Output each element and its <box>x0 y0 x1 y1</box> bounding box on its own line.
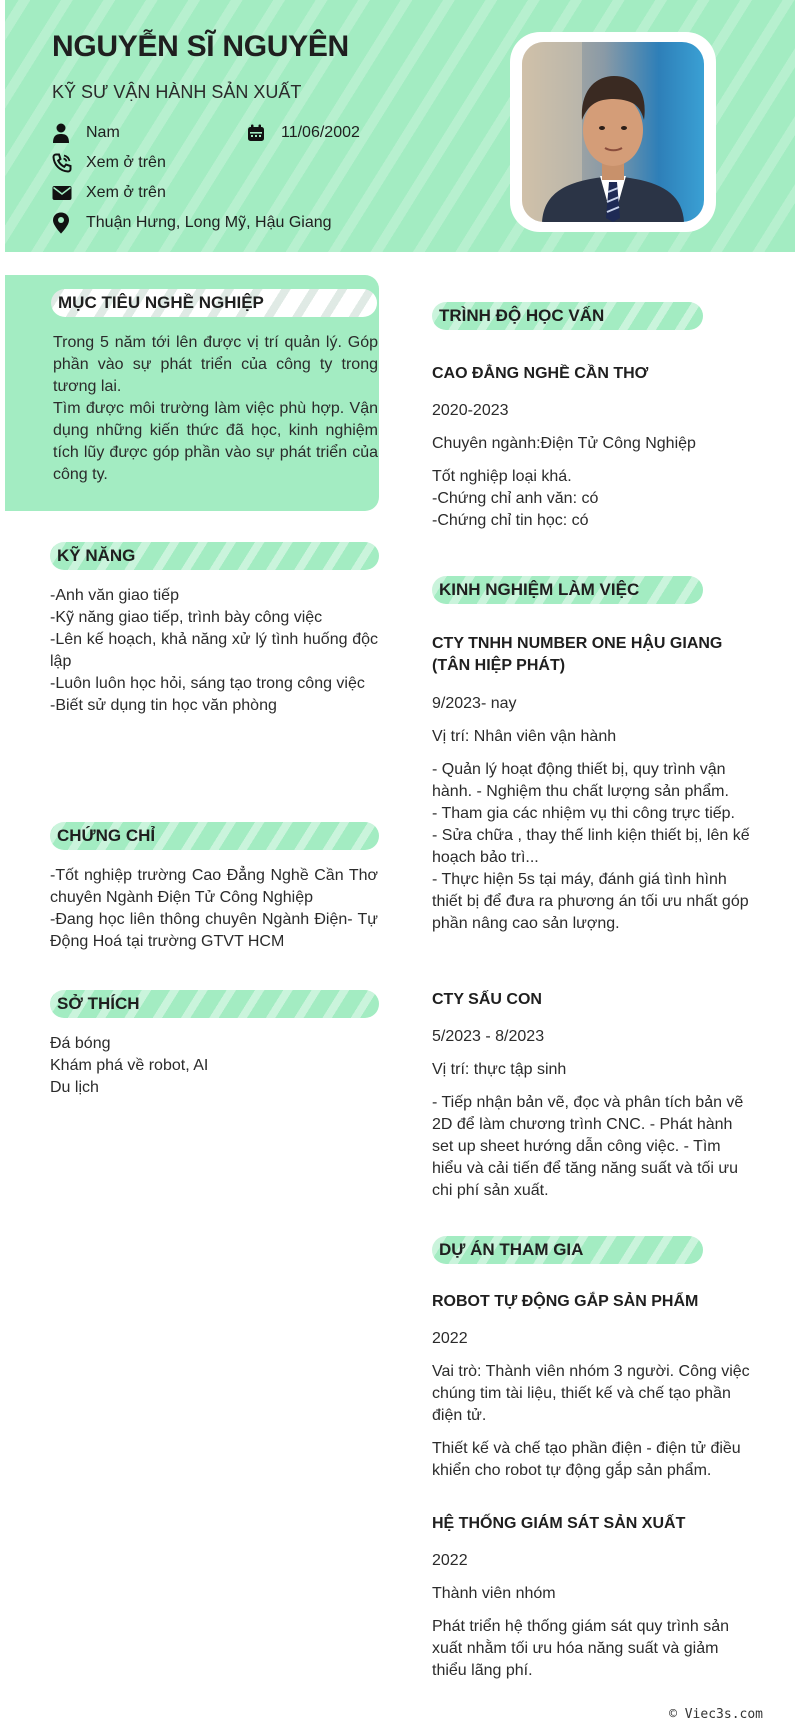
phone-icon <box>52 152 78 174</box>
education-school: CAO ĐẲNG NGHỀ CẦN THƠ <box>432 365 649 382</box>
person-icon <box>52 122 78 144</box>
job-2-description: - Tiếp nhận bản vẽ, đọc và phân tích bản vẽ 2D để làm chương trình CNC. - Phát hành set up sheet hướng dẫn công việc. - Tìm hiểu và cải tiến để tăng năng suất và tối ưu chi phí sản xuất. <box>432 1094 744 1199</box>
project-2-description: Phát triển hệ thống giám sát quy trình sản xuất nhằm tối ưu hóa năng suất và giảm thiểu lãng phí. <box>432 1618 730 1679</box>
info-email <box>52 182 166 204</box>
info-address <box>52 212 332 234</box>
objective-text: Trong 5 năm tới lên được vị trí quản lý. Góp phần vào sự phát triển của công ty trong tương lai. Tìm được môi trường làm việc phù hợp. Vận dụng những kiến thức đã học, kinh nghiệm tích lũy được góp phần vào sự phát triển của công ty. <box>53 334 378 483</box>
projects-title: DỰ ÁN THAM GIA <box>432 1236 703 1264</box>
job-2-position: Vị trí: thực tập sinh <box>432 1061 567 1078</box>
project-2-role: Thành viên nhóm <box>432 1585 556 1602</box>
portrait-illustration <box>522 42 704 222</box>
address-value: Thuận Hưng, Long Mỹ, Hậu Giang <box>86 214 332 231</box>
education-period: 2020-2023 <box>432 402 509 419</box>
project-1-name: ROBOT TỰ ĐỘNG GẮP SẢN PHẨM <box>432 1293 699 1310</box>
info-phone <box>52 152 166 174</box>
certificates-title: CHỨNG CHỈ <box>50 822 379 850</box>
project-2-year: 2022 <box>432 1552 468 1569</box>
project-1-role: Vai trò: Thành viên nhóm 3 người. Công việc chúng tim tài liệu, thiết kế và chế tạo phần điện tử. <box>432 1363 750 1424</box>
candidate-name: NGUYỄN SĨ NGUYÊN <box>52 30 349 63</box>
location-pin-icon <box>52 212 78 234</box>
education-title: TRÌNH ĐỘ HỌC VẤN <box>432 302 703 330</box>
certificates-text: -Tốt nghiệp trường Cao Đẳng Nghề Cần Thơ chuyên Ngành Điện Tử Công Nghiệp -Đang học liên thông chuyên Ngành Điện- Tự Động Hoá tại trường GTVT HCM <box>50 867 378 950</box>
calendar-icon <box>247 122 273 144</box>
skills-text: -Anh văn giao tiếp -Kỹ năng giao tiếp, trình bày công việc -Lên kế hoạch, khả năng xử lý tình huống độc lập -Luôn luôn học hỏi, sáng tạo trong công việc -Biết sử dụng tin học văn phòng <box>50 587 378 714</box>
hobbies-text: Đá bóng Khám phá về robot, AI Du lịch <box>50 1035 209 1096</box>
skills-title: KỸ NĂNG <box>50 542 379 570</box>
phone-value: Xem ở trên <box>86 154 166 171</box>
job-2-period: 5/2023 - 8/2023 <box>432 1028 545 1045</box>
objective-title: MỤC TIÊU NGHỀ NGHIỆP <box>51 289 377 317</box>
header-banner <box>5 0 795 252</box>
gender-value: Nam <box>86 124 120 141</box>
project-2-name: HỆ THỐNG GIÁM SÁT SẢN XUẤT <box>432 1515 686 1532</box>
job-1-description: - Quản lý hoạt động thiết bị, quy trình vận hành. - Nghiệm thu chất lượng sản phẩm. - Tham gia các nhiệm vụ thi công trực tiếp. - Sửa chữa , thay thế linh kiện thiết bị, lên kế hoạch bảo trì... - Thực hiện 5s tại máy, đánh giá tình hình thiết bị để đưa ra phương án tối ưu nhất góp phần nâng cao sản lượng. <box>432 761 750 932</box>
footer-watermark: © Viec3s.com <box>669 1707 763 1722</box>
job-2-company: CTY SẤU CON <box>432 991 542 1008</box>
project-1-year: 2022 <box>432 1330 468 1347</box>
email-value: Xem ở trên <box>86 184 166 201</box>
profile-photo-frame <box>510 32 716 232</box>
info-gender <box>52 122 120 144</box>
job-1-position: Vị trí: Nhân viên vận hành <box>432 728 617 745</box>
job-1-company: CTY TNHH NUMBER ONE HẬU GIANG (TÂN HIỆP PHÁT) <box>432 635 723 674</box>
hobbies-title: SỞ THÍCH <box>50 990 379 1018</box>
profile-photo <box>522 42 704 222</box>
job-title: KỸ SƯ VẬN HÀNH SẢN XUẤT <box>52 82 302 102</box>
info-birthdate <box>247 122 360 144</box>
education-details: Tốt nghiệp loại khá. -Chứng chỉ anh văn: có -Chứng chỉ tin học: có <box>432 468 599 529</box>
project-1-description: Thiết kế và chế tạo phần điện - điện tử điều khiển cho robot tự động gắp sản phẩm. <box>432 1440 741 1479</box>
education-major: Chuyên ngành:Điện Tử Công Nghiệp <box>432 435 696 452</box>
job-1-period: 9/2023- nay <box>432 695 517 712</box>
birthdate-value: 11/06/2002 <box>281 124 360 141</box>
envelope-icon <box>52 182 78 204</box>
objective-panel <box>5 275 379 511</box>
experience-title: KINH NGHIỆM LÀM VIỆC <box>432 576 703 604</box>
